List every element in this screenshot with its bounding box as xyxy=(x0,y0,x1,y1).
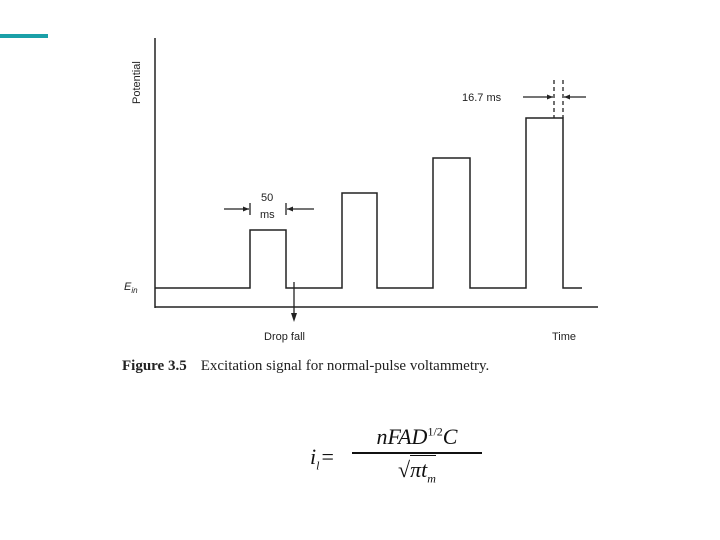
pulse-4 xyxy=(526,118,563,288)
pulse-2 xyxy=(342,193,377,288)
formula-equals: = xyxy=(321,444,334,469)
figure-caption-text: Excitation signal for normal-pulse voltammetry. xyxy=(200,358,490,374)
baseline-label-sub: in xyxy=(131,286,138,295)
sample-interval-marker xyxy=(523,80,586,118)
drop-fall-label: Drop fall xyxy=(264,331,305,343)
pulse-1 xyxy=(250,230,286,288)
baseline-label: $E_{in}$ xyxy=(124,281,138,295)
sqrt-sign: √ xyxy=(398,456,411,482)
pulse-width-label-unit: ms xyxy=(260,209,275,221)
sample-interval-label: 16.7 ms xyxy=(462,92,502,104)
formula-fraction xyxy=(352,424,482,486)
pulse-width-label-value: 50 xyxy=(261,192,274,204)
pulse-waveform xyxy=(155,118,582,288)
y-axis-label: Potential xyxy=(131,61,143,104)
figure-caption xyxy=(122,358,489,375)
fraction-bar xyxy=(352,452,482,454)
formula-denominator: $√\pi t_m$ xyxy=(398,456,436,485)
pulse-3 xyxy=(433,158,470,288)
x-axis-label: Time xyxy=(552,331,577,343)
formula-den-sub: m xyxy=(427,470,436,485)
formula-lhs: $i_l=$ xyxy=(310,444,334,473)
formula-lhs-sub: l xyxy=(316,458,320,473)
formula-exponent: 1/2 xyxy=(427,424,443,439)
figure-number: Figure 3.5 xyxy=(122,358,187,374)
formula-numerator: nFAD$^{1/2}$C xyxy=(376,424,458,449)
